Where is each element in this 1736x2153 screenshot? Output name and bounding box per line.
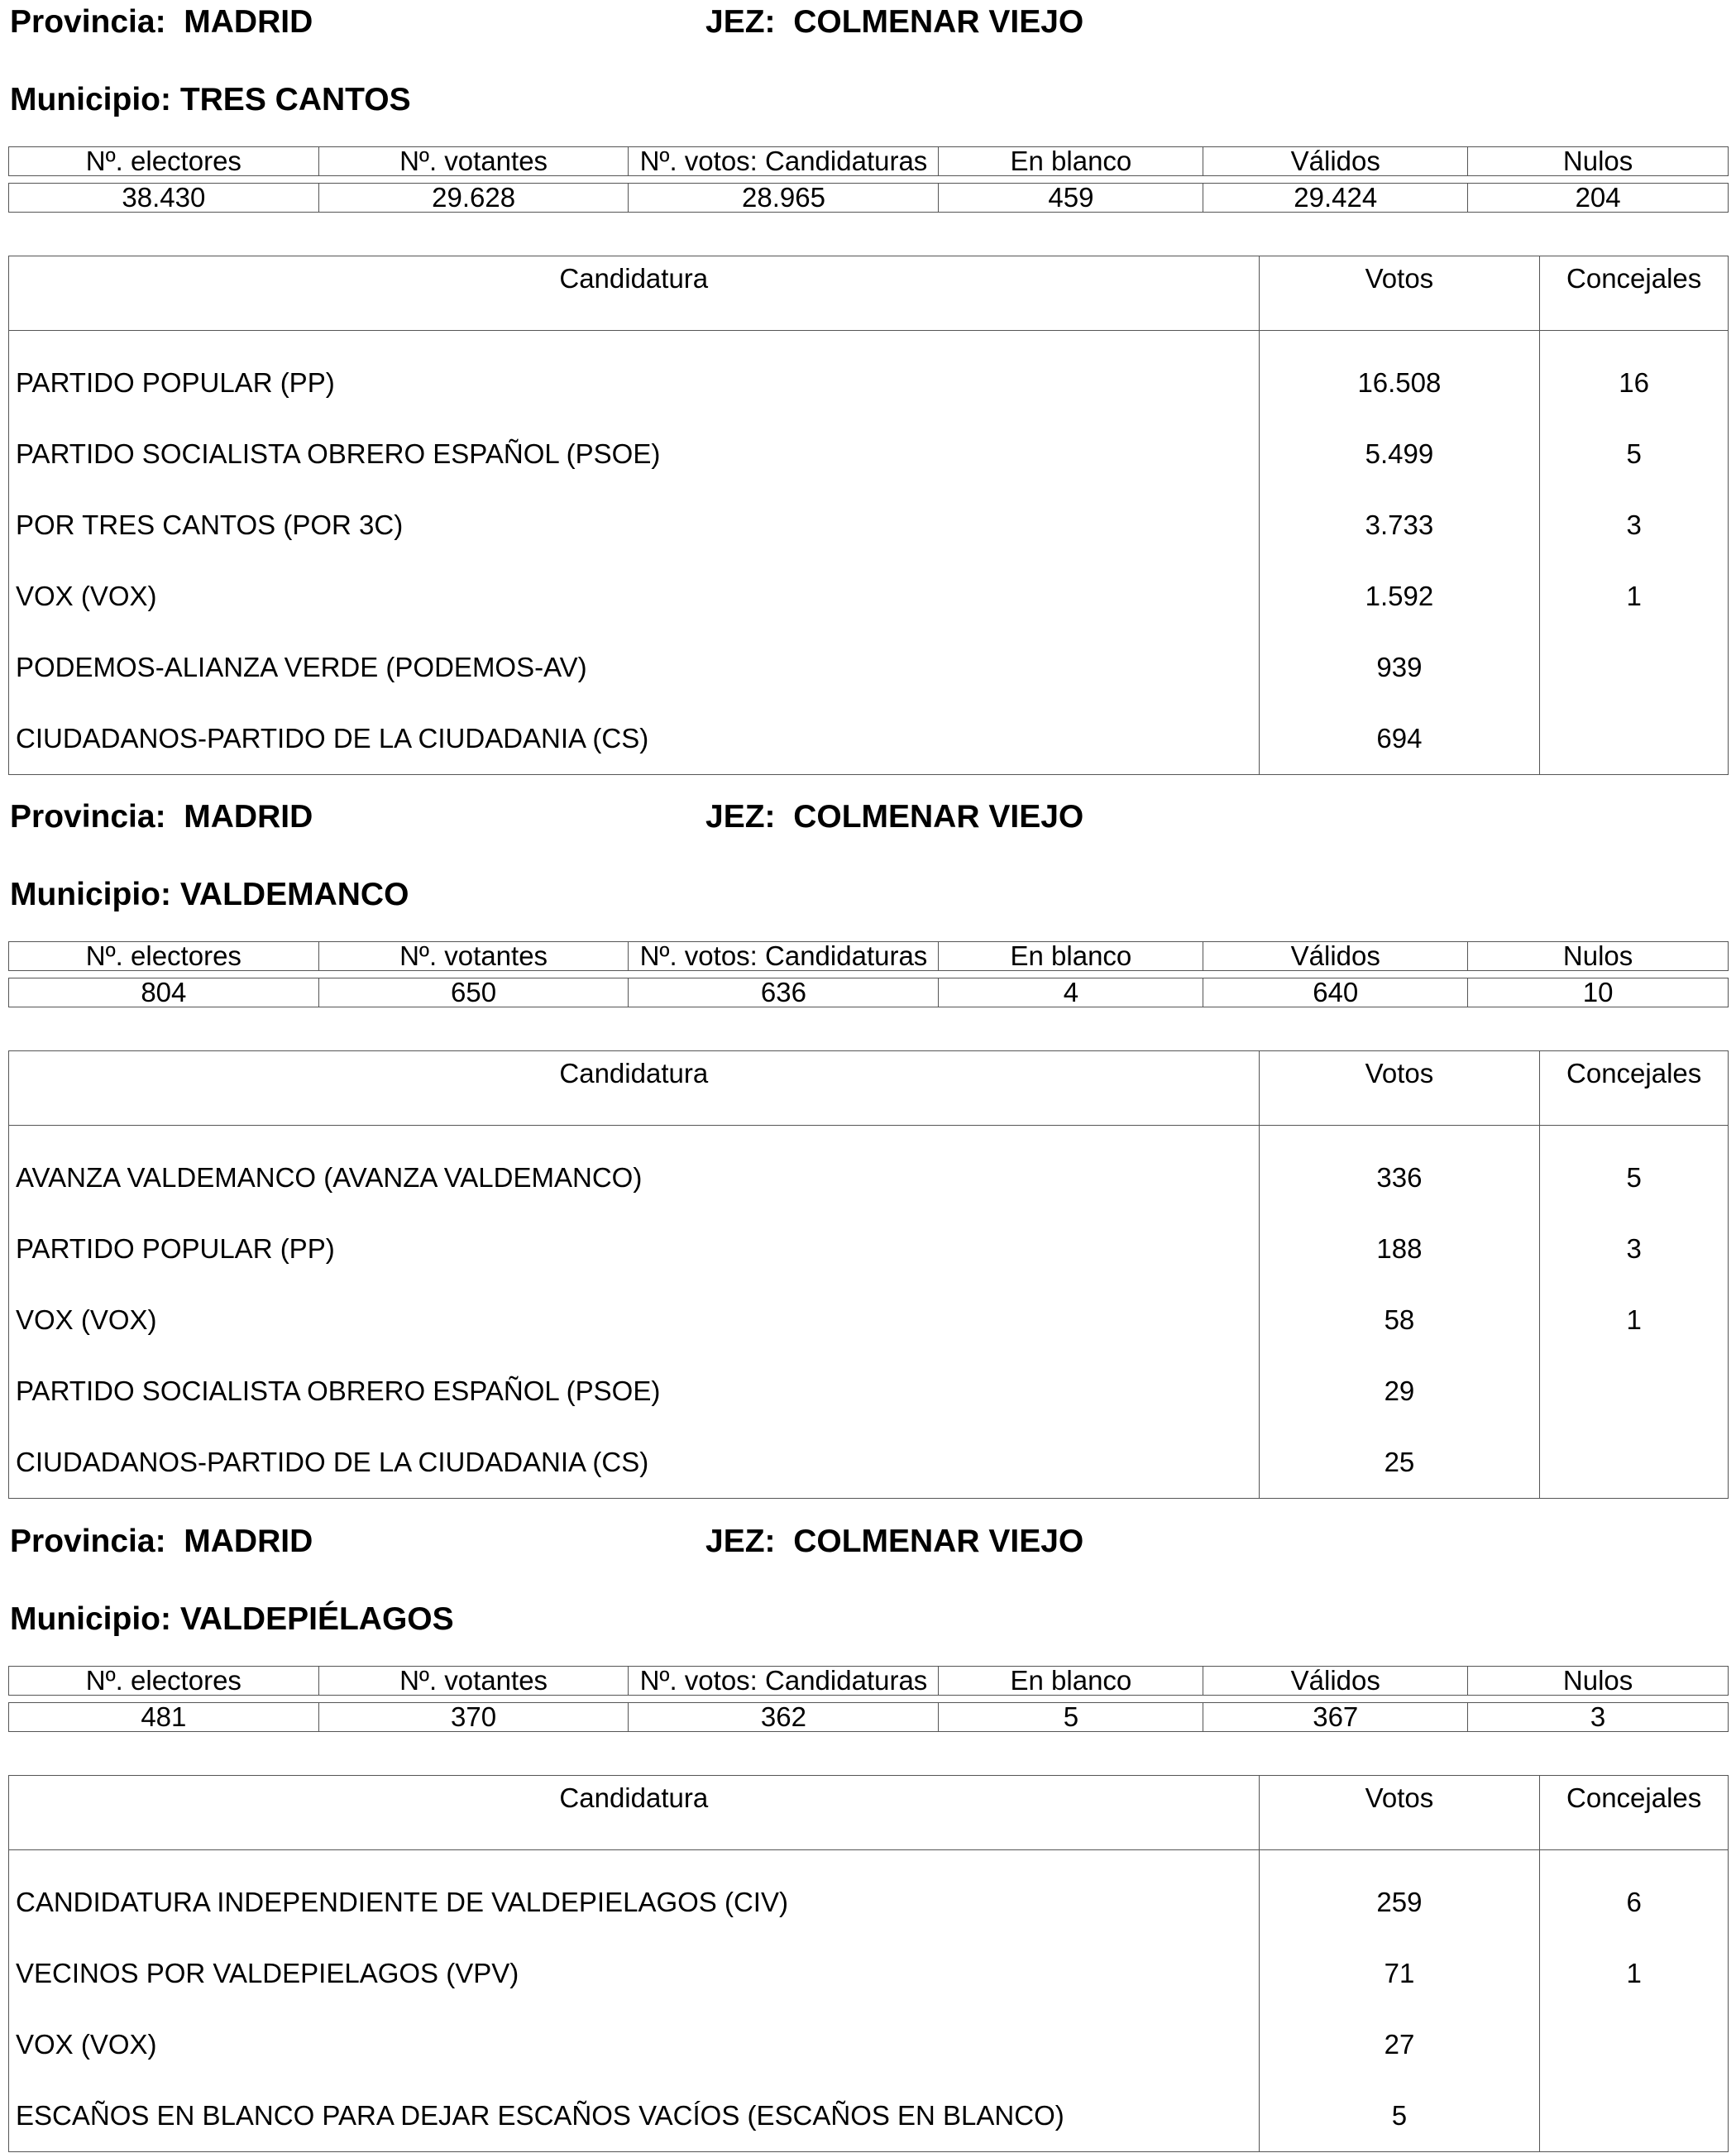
candidatura-name: PARTIDO SOCIALISTA OBRERO ESPAÑOL (PSOE) <box>9 1356 1260 1427</box>
candidatura-row <box>9 1213 1729 1285</box>
provincia-value: MADRID <box>184 799 313 835</box>
candidatura-concejales: 5 <box>1626 1162 1642 1193</box>
candidatura-row <box>9 2080 1729 2152</box>
candidatura-name: PARTIDO POPULAR (PP) <box>9 331 1260 419</box>
candidatura-concejales <box>1540 2009 1729 2080</box>
jez-label: JEZ: <box>705 799 776 835</box>
provincia-heading <box>10 1524 313 1560</box>
candidatura-name: VOX (VOX) <box>9 2009 1260 2080</box>
summary-values-row <box>8 1702 1729 1732</box>
summary-header-cell: Nº. votantes <box>319 146 629 176</box>
candidatura-votes: 336 <box>1259 1126 1540 1214</box>
candidatura-row <box>9 419 1729 490</box>
summary-header-cell: Nulos <box>1468 941 1729 971</box>
provincia-heading <box>10 799 313 835</box>
summary-value-cell: 204 <box>1468 183 1729 213</box>
summary-header-row <box>8 146 1729 176</box>
summary-header-cell: Nº. votantes <box>319 1666 629 1696</box>
provincia-heading <box>10 4 313 41</box>
candidatura-row <box>9 561 1729 632</box>
summary-header-cell: En blanco <box>939 146 1203 176</box>
candidatura-row <box>9 490 1729 561</box>
candidatura-name: PARTIDO SOCIALISTA OBRERO ESPAÑOL (PSOE) <box>9 419 1260 490</box>
concejales-header: Concejales <box>1540 1051 1729 1126</box>
candidatura-name: AVANZA VALDEMANCO (AVANZA VALDEMANCO) <box>9 1126 1260 1214</box>
candidatura-row <box>9 1126 1729 1214</box>
candidatura-row <box>9 331 1729 419</box>
concejales-header: Concejales <box>1540 1776 1729 1850</box>
candidatura-concejales <box>1540 2080 1729 2152</box>
summary-header-cell: Nº. votantes <box>319 941 629 971</box>
candidatura-row <box>9 1427 1729 1499</box>
summary-header-cell: Válidos <box>1203 941 1468 971</box>
header-row <box>8 799 1729 840</box>
summary-value-cell: 29.424 <box>1203 183 1468 213</box>
candidatura-concejales: 6 <box>1626 1887 1642 1917</box>
municipio-heading <box>10 1601 454 1638</box>
votos-header: Votos <box>1259 256 1540 331</box>
candidatura-row <box>9 1356 1729 1427</box>
votos-header: Votos <box>1259 1051 1540 1126</box>
candidatura-concejales <box>1540 632 1729 703</box>
jez-label: JEZ: <box>705 4 776 40</box>
candidatura-name: VOX (VOX) <box>9 561 1260 632</box>
jez-heading <box>705 4 1083 41</box>
candidatura-name: ESCAÑOS EN BLANCO PARA DEJAR ESCAÑOS VACÍOS (ESCAÑOS EN BLANCO) <box>9 2080 1260 2152</box>
provincia-label: Provincia: <box>10 4 166 40</box>
summary-table <box>8 935 1729 1014</box>
summary-header-row <box>8 1666 1729 1696</box>
candidatura-concejales: 1 <box>1626 1304 1642 1335</box>
candidatura-row <box>9 1850 1729 1939</box>
candidatura-concejales: 1 <box>1626 581 1642 611</box>
candidatura-votes: 71 <box>1259 1938 1540 2009</box>
candidatura-row <box>9 632 1729 703</box>
candidatura-votes: 27 <box>1259 2009 1540 2080</box>
summary-header-cell: Nº. votos: Candidaturas <box>629 146 939 176</box>
candidatura-votes: 1.592 <box>1259 561 1540 632</box>
candidatura-votes: 29 <box>1259 1356 1540 1427</box>
summary-header-cell: Nº. votos: Candidaturas <box>629 1666 939 1696</box>
jez-heading <box>705 799 1083 835</box>
candidatura-row <box>9 2009 1729 2080</box>
candidatura-name: VOX (VOX) <box>9 1285 1260 1356</box>
summary-value-cell: 4 <box>939 978 1203 1007</box>
candidaturas-table <box>8 1775 1729 2152</box>
summary-value-cell: 650 <box>319 978 629 1007</box>
summary-table <box>8 140 1729 219</box>
candidatura-row <box>9 1285 1729 1356</box>
summary-value-cell: 459 <box>939 183 1203 213</box>
summary-value-cell: 362 <box>629 1702 939 1732</box>
summary-header-cell: En blanco <box>939 1666 1203 1696</box>
candidatura-row <box>9 703 1729 775</box>
candidatura-header: Candidatura <box>9 256 1260 331</box>
provincia-label: Provincia: <box>10 799 166 835</box>
municipio-heading <box>10 82 411 118</box>
candidatura-name: CANDIDATURA INDEPENDIENTE DE VALDEPIELAGOS (CIV) <box>9 1850 1260 1939</box>
provincia-label: Provincia: <box>10 1524 166 1559</box>
candidatura-votes: 694 <box>1259 703 1540 775</box>
candidatura-votes: 3.733 <box>1259 490 1540 561</box>
provincia-value: MADRID <box>184 1524 313 1559</box>
summary-header-cell: En blanco <box>939 941 1203 971</box>
summary-value-cell: 367 <box>1203 1702 1468 1732</box>
candidatura-votes: 16.508 <box>1259 331 1540 419</box>
summary-value-cell: 5 <box>939 1702 1203 1732</box>
jez-value: COLMENAR VIEJO <box>793 1524 1084 1559</box>
candidaturas-table <box>8 256 1729 775</box>
provincia-value: MADRID <box>184 4 313 40</box>
summary-value-cell: 370 <box>319 1702 629 1732</box>
candidatura-concejales: 3 <box>1626 1233 1642 1264</box>
candidatura-concejales: 16 <box>1619 367 1649 398</box>
candidatura-votes: 25 <box>1259 1427 1540 1499</box>
candidaturas-header-row <box>9 256 1729 331</box>
summary-header-row <box>8 941 1729 971</box>
candidaturas-header-row <box>9 1051 1729 1126</box>
municipio-heading <box>10 877 409 913</box>
candidatura-name: CIUDADANOS-PARTIDO DE LA CIUDADANIA (CS) <box>9 1427 1260 1499</box>
summary-header-cell: Nulos <box>1468 1666 1729 1696</box>
candidatura-votes: 5 <box>1259 2080 1540 2152</box>
header-row <box>8 1524 1729 1565</box>
summary-header-cell: Nº. votos: Candidaturas <box>629 941 939 971</box>
candidatura-concejales: 1 <box>1626 1958 1642 1988</box>
candidatura-header: Candidatura <box>9 1051 1260 1126</box>
jez-value: COLMENAR VIEJO <box>793 799 1084 835</box>
summary-header-cell: Nº. electores <box>8 146 319 176</box>
municipio-label: Municipio: <box>10 877 171 912</box>
summary-table <box>8 1659 1729 1739</box>
votos-header: Votos <box>1259 1776 1540 1850</box>
summary-header-cell: Nº. electores <box>8 1666 319 1696</box>
candidatura-concejales <box>1540 1427 1729 1499</box>
summary-value-cell: 28.965 <box>629 183 939 213</box>
municipio-value: VALDEMANCO <box>179 877 409 912</box>
candidaturas-header-row <box>9 1776 1729 1850</box>
municipio-value: VALDEPIÉLAGOS <box>179 1601 454 1637</box>
summary-value-cell: 804 <box>8 978 319 1007</box>
jez-label: JEZ: <box>705 1524 776 1559</box>
candidatura-votes: 259 <box>1259 1850 1540 1939</box>
candidatura-votes: 5.499 <box>1259 419 1540 490</box>
candidatura-concejales: 3 <box>1626 510 1642 540</box>
summary-header-cell: Nº. electores <box>8 941 319 971</box>
candidatura-votes: 188 <box>1259 1213 1540 1285</box>
candidatura-name: PODEMOS-ALIANZA VERDE (PODEMOS-AV) <box>9 632 1260 703</box>
candidatura-header: Candidatura <box>9 1776 1260 1850</box>
summary-value-cell: 481 <box>8 1702 319 1732</box>
candidatura-name: VECINOS POR VALDEPIELAGOS (VPV) <box>9 1938 1260 2009</box>
candidaturas-table <box>8 1050 1729 1499</box>
summary-value-cell: 38.430 <box>8 183 319 213</box>
summary-header-cell: Válidos <box>1203 146 1468 176</box>
summary-value-cell: 3 <box>1468 1702 1729 1732</box>
candidatura-concejales <box>1540 703 1729 775</box>
candidatura-votes: 939 <box>1259 632 1540 703</box>
summary-values-row <box>8 183 1729 213</box>
summary-values-row <box>8 978 1729 1007</box>
candidatura-row <box>9 1938 1729 2009</box>
summary-value-cell: 636 <box>629 978 939 1007</box>
candidatura-name: POR TRES CANTOS (POR 3C) <box>9 490 1260 561</box>
jez-heading <box>705 1524 1083 1560</box>
summary-value-cell: 640 <box>1203 978 1468 1007</box>
jez-value: COLMENAR VIEJO <box>793 4 1084 40</box>
candidatura-name: CIUDADANOS-PARTIDO DE LA CIUDADANIA (CS) <box>9 703 1260 775</box>
summary-value-cell: 29.628 <box>319 183 629 213</box>
summary-header-cell: Válidos <box>1203 1666 1468 1696</box>
concejales-header: Concejales <box>1540 256 1729 331</box>
header-row <box>8 4 1729 45</box>
municipio-value: TRES CANTOS <box>179 82 411 117</box>
municipio-label: Municipio: <box>10 82 171 117</box>
candidatura-concejales: 5 <box>1626 438 1642 469</box>
summary-header-cell: Nulos <box>1468 146 1729 176</box>
candidatura-name: PARTIDO POPULAR (PP) <box>9 1213 1260 1285</box>
summary-value-cell: 10 <box>1468 978 1729 1007</box>
municipio-label: Municipio: <box>10 1601 171 1637</box>
candidatura-concejales <box>1540 1356 1729 1427</box>
candidatura-votes: 58 <box>1259 1285 1540 1356</box>
